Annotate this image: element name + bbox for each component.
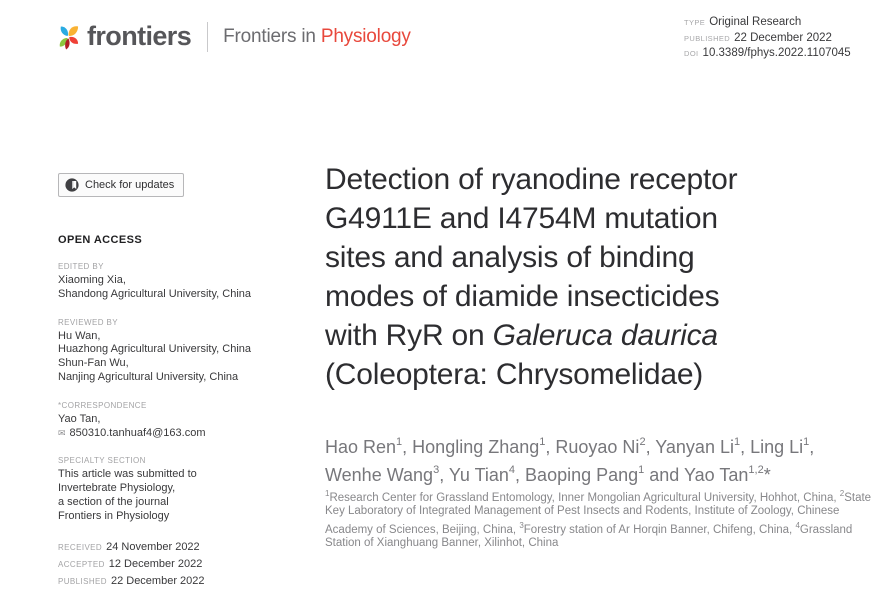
text-run: , [809,437,815,457]
text-run: Grassland Station of Xianghuang Banner, Xilinhot, China [325,523,853,550]
superscript-marker: 1 [638,464,645,476]
article-sidebar [58,173,298,590]
section-line: Shun-Fan Wu, [58,357,129,370]
correspondence-email-row [58,427,298,441]
author-list [325,431,885,487]
meta-value: Original Research [709,16,802,28]
header-divider [207,22,208,52]
species-name-italic: Galeruca daurica [492,319,718,352]
date-row-published [58,573,298,590]
title-line [325,355,885,394]
title-line [325,316,885,355]
date-label: PUBLISHED [58,576,107,586]
open-access-label: OPEN ACCESS [58,234,143,246]
meta-value: 10.3389/fphys.2022.1107045 [702,47,851,60]
section-line: Invertebrate Physiology, [58,482,176,495]
sidebar-section-specialtysection [58,456,298,523]
meta-row-doi [684,46,851,62]
text-run: with RyR on [325,319,493,352]
text-run: * [763,465,771,485]
superscript-marker: 3 [433,464,440,476]
text-run: Hao Ren [325,437,397,457]
text-run: Forestry station of Ar Horqin Banner, Chifeng, China, [523,523,796,536]
text-run: Detection of ryanodine receptor [325,163,738,196]
journal-header [57,21,411,52]
correspondence-email[interactable]: 850310.tanhuaf4@163.com [69,426,206,439]
date-value: 12 December 2022 [108,557,203,570]
date-value: 24 November 2022 [106,540,200,553]
article-title [325,160,885,394]
meta-row-type [684,15,851,31]
check-for-updates-button[interactable] [58,173,184,197]
text-run: , Ruoyao Ni [545,437,640,457]
text-run: Wenhe Wang [325,465,434,485]
section-label: EDITED BY [58,262,104,271]
superscript-marker: 2 [839,489,845,498]
title-line [325,238,885,277]
section-line: This article was submitted to [58,468,197,481]
text-run: Research Center for Grassland Entomology, Inner Mongolian Agricultural University, Hohhot, China, [329,491,840,504]
section-label: *CORRESPONDENCE [58,400,147,410]
superscript-marker: 4 [508,464,516,476]
text-run: , Yanyan Li [645,437,734,457]
section-label: SPECIALTY SECTION [58,456,146,466]
affiliations [325,487,883,551]
sidebar-sections [58,262,298,524]
section-label: REVIEWED BY [58,317,118,327]
section-line: Shandong Agricultural University, China [58,287,252,300]
text-run: modes of diamide insecticides [325,280,720,313]
text-run: , Baoping Pang [515,465,639,485]
superscript-marker: 1 [396,436,403,448]
date-row-accepted [58,556,298,573]
superscript-marker: 2 [639,436,646,448]
text-run: , Yu Tian [439,465,509,485]
journal-field: Physiology [320,25,411,47]
section-line: Nanjing Agricultural University, China [58,370,239,383]
section-line: Xiaoming Xia, [58,274,126,286]
title-line [325,160,885,199]
text-run: G4911E and I4754M mutation [325,202,718,235]
title-line [325,277,885,316]
superscript-marker: 1 [733,436,741,448]
text-run: , Ling Li [740,437,804,457]
text-run: sites and analysis of binding [325,241,695,274]
check-for-updates-label: Check for updates [85,179,175,191]
section-line: Hu Wan, [58,329,101,342]
text-run: (Coleoptera: Chrysomelidae) [325,358,704,391]
section-line: Huazhong Agricultural University, China [58,343,251,356]
sidebar-section-reviewedby [58,318,298,385]
section-line: Yao Tan, [58,412,101,425]
date-value: 22 December 2022 [110,574,205,587]
article-main [325,160,885,551]
date-label: RECEIVED [58,542,103,552]
superscript-marker: 1 [539,436,546,448]
author-line [325,431,885,459]
superscript-marker: 4 [795,521,800,531]
superscript-marker: 1,2 [748,464,764,476]
superscript-marker: 1 [803,436,810,448]
sidebar-section-editedby [58,262,298,302]
envelope-icon: ✉ [58,427,66,438]
journal-name [223,26,411,48]
section-line: Frontiers in Physiology [58,509,170,522]
meta-row-published [684,31,851,47]
text-run: State Key Laboratory of Integrated Management of Pest Insects and Rodents, Institute of Zoology, Chinese Academy of Sciences, Beijing, China, [325,491,872,536]
superscript-marker: 3 [519,521,524,531]
section-line: a section of the journal [58,495,169,508]
text-run: , Hongling Zhang [402,437,540,457]
article-meta-block [684,15,851,62]
sidebar-dates [58,539,298,590]
frontiers-logo-text: frontiers [87,21,192,51]
sidebar-section-correspondence [58,401,298,441]
meta-label: PUBLISHED [684,33,731,43]
meta-label: TYPE [684,18,706,27]
crossmark-icon [65,178,79,192]
title-line [325,199,885,238]
date-label: ACCEPTED [58,559,105,569]
meta-value: 22 December 2022 [734,31,832,44]
superscript-marker: 1 [325,489,330,498]
author-line [325,459,885,487]
text-run: and Yao Tan [644,465,749,485]
journal-prefix: Frontiers in [223,25,321,47]
meta-label: DOI [684,49,699,59]
date-row-received [58,539,298,556]
frontiers-logo-icon [57,23,80,51]
